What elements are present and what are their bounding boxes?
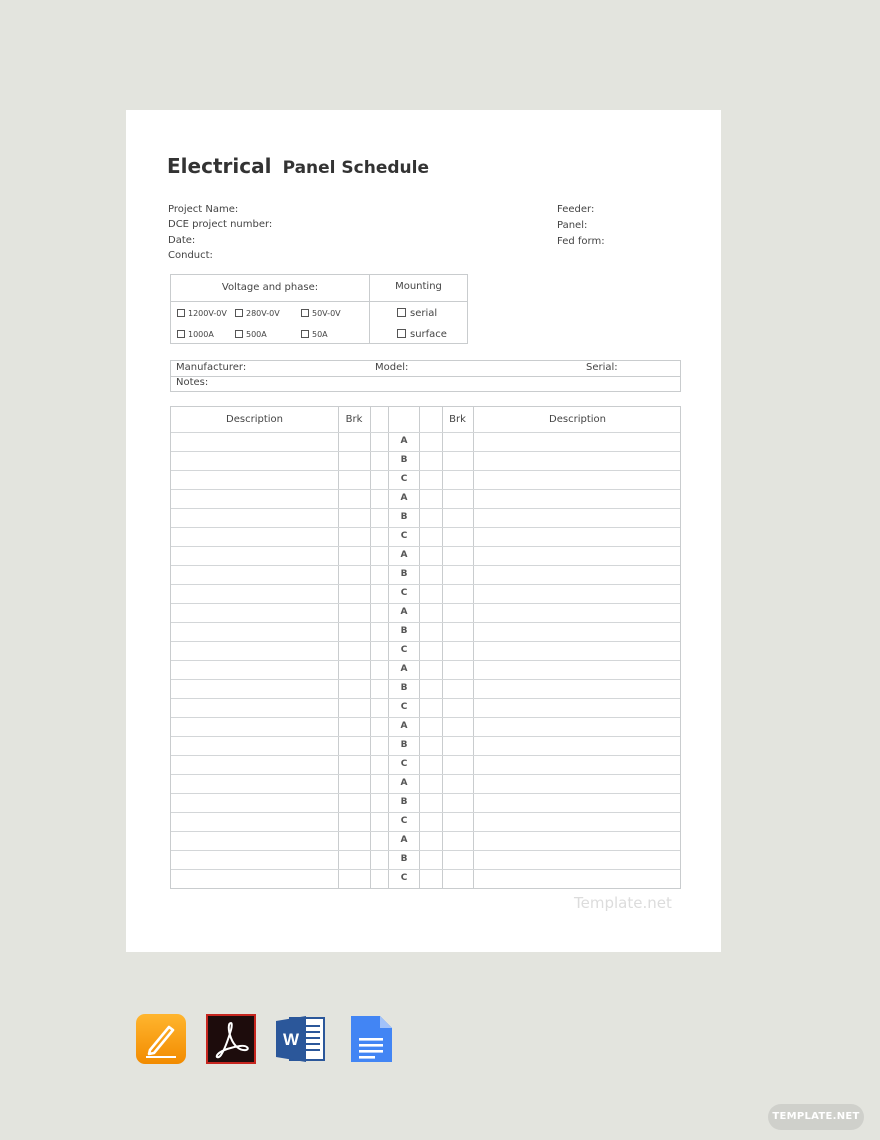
phase-label: B	[400, 512, 408, 522]
dce-project-number-label: DCE project number:	[168, 219, 273, 231]
phase-label: A	[400, 436, 408, 446]
conduct-label: Conduct:	[168, 249, 213, 261]
phase-label: C	[400, 759, 408, 769]
right-brk-header: Brk	[449, 414, 466, 425]
phase-label: B	[400, 797, 408, 807]
phase-label: C	[400, 645, 408, 655]
phase-label: B	[400, 455, 408, 465]
voltage-mounting-box	[170, 274, 468, 344]
right-description-header: Description	[549, 414, 606, 425]
acrobat-icon[interactable]	[206, 1014, 256, 1064]
phase-label: C	[400, 873, 408, 883]
phase-label: C	[400, 531, 408, 541]
serial-label: Serial:	[586, 362, 618, 373]
mounting-option-serial[interactable]: serial	[397, 308, 437, 319]
phase-label: A	[400, 721, 408, 731]
voltage-option-280v[interactable]: 280V-0V	[235, 309, 280, 318]
fed-form-label: Fed form:	[557, 236, 605, 247]
phase-label: B	[400, 854, 408, 864]
mounting-header: Mounting	[395, 281, 442, 292]
svg-text:W: W	[282, 1030, 300, 1049]
checkbox-icon	[177, 309, 185, 317]
voltage-option-500a[interactable]: 500A	[235, 330, 267, 339]
phase-label: A	[400, 778, 408, 788]
voltage-option-50a[interactable]: 50A	[301, 330, 328, 339]
voltage-header: Voltage and phase:	[221, 282, 319, 293]
phase-label: C	[400, 474, 408, 484]
checkbox-icon	[235, 330, 243, 338]
phase-label: C	[400, 816, 408, 826]
project-name-label: Project Name:	[168, 204, 239, 215]
phase-label: C	[400, 702, 408, 712]
title-electrical: Electrical	[167, 154, 272, 178]
model-label: Model:	[375, 362, 409, 373]
title-panel-schedule: Panel Schedule	[282, 158, 430, 178]
date-label: Date:	[168, 234, 196, 246]
phase-label: B	[400, 740, 408, 750]
checkbox-icon	[397, 329, 406, 338]
phase-label: B	[400, 569, 408, 579]
checkbox-icon	[397, 308, 406, 317]
checkbox-icon	[301, 330, 309, 338]
mounting-option-surface[interactable]: surface	[397, 329, 447, 340]
document-page	[126, 110, 721, 952]
pages-icon[interactable]	[136, 1014, 186, 1064]
left-brk-header: Brk	[345, 414, 363, 425]
feeder-label: Feeder:	[557, 204, 595, 215]
phase-label: B	[400, 683, 408, 693]
checkbox-icon	[235, 309, 243, 317]
panel-label: Panel:	[557, 220, 588, 231]
checkbox-icon	[301, 309, 309, 317]
document-title	[167, 143, 429, 181]
notes-label: Notes:	[176, 377, 209, 388]
feeder-info	[557, 202, 605, 250]
phase-label: C	[400, 588, 408, 598]
phase-label: A	[400, 664, 408, 674]
phase-label: A	[400, 607, 408, 617]
phase-label: B	[400, 626, 408, 636]
template-net-badge[interactable]: TEMPLATE.NET	[768, 1104, 864, 1130]
template-watermark: Template.net	[574, 894, 672, 912]
phase-label: A	[400, 835, 408, 845]
google-docs-icon[interactable]	[346, 1014, 396, 1064]
phase-label: A	[400, 493, 408, 503]
voltage-option-1200v[interactable]: 1200V-0V	[177, 309, 227, 318]
voltage-option-1000a[interactable]: 1000A	[177, 330, 214, 339]
left-description-header: Description	[226, 414, 283, 425]
phase-label: A	[400, 550, 408, 560]
word-icon[interactable]	[276, 1014, 326, 1064]
voltage-option-50v[interactable]: 50V-0V	[301, 309, 341, 318]
project-info	[168, 202, 272, 263]
panel-schedule-table	[170, 406, 681, 889]
manufacturer-box	[170, 360, 681, 392]
checkbox-icon	[177, 330, 185, 338]
manufacturer-label: Manufacturer:	[176, 362, 247, 373]
